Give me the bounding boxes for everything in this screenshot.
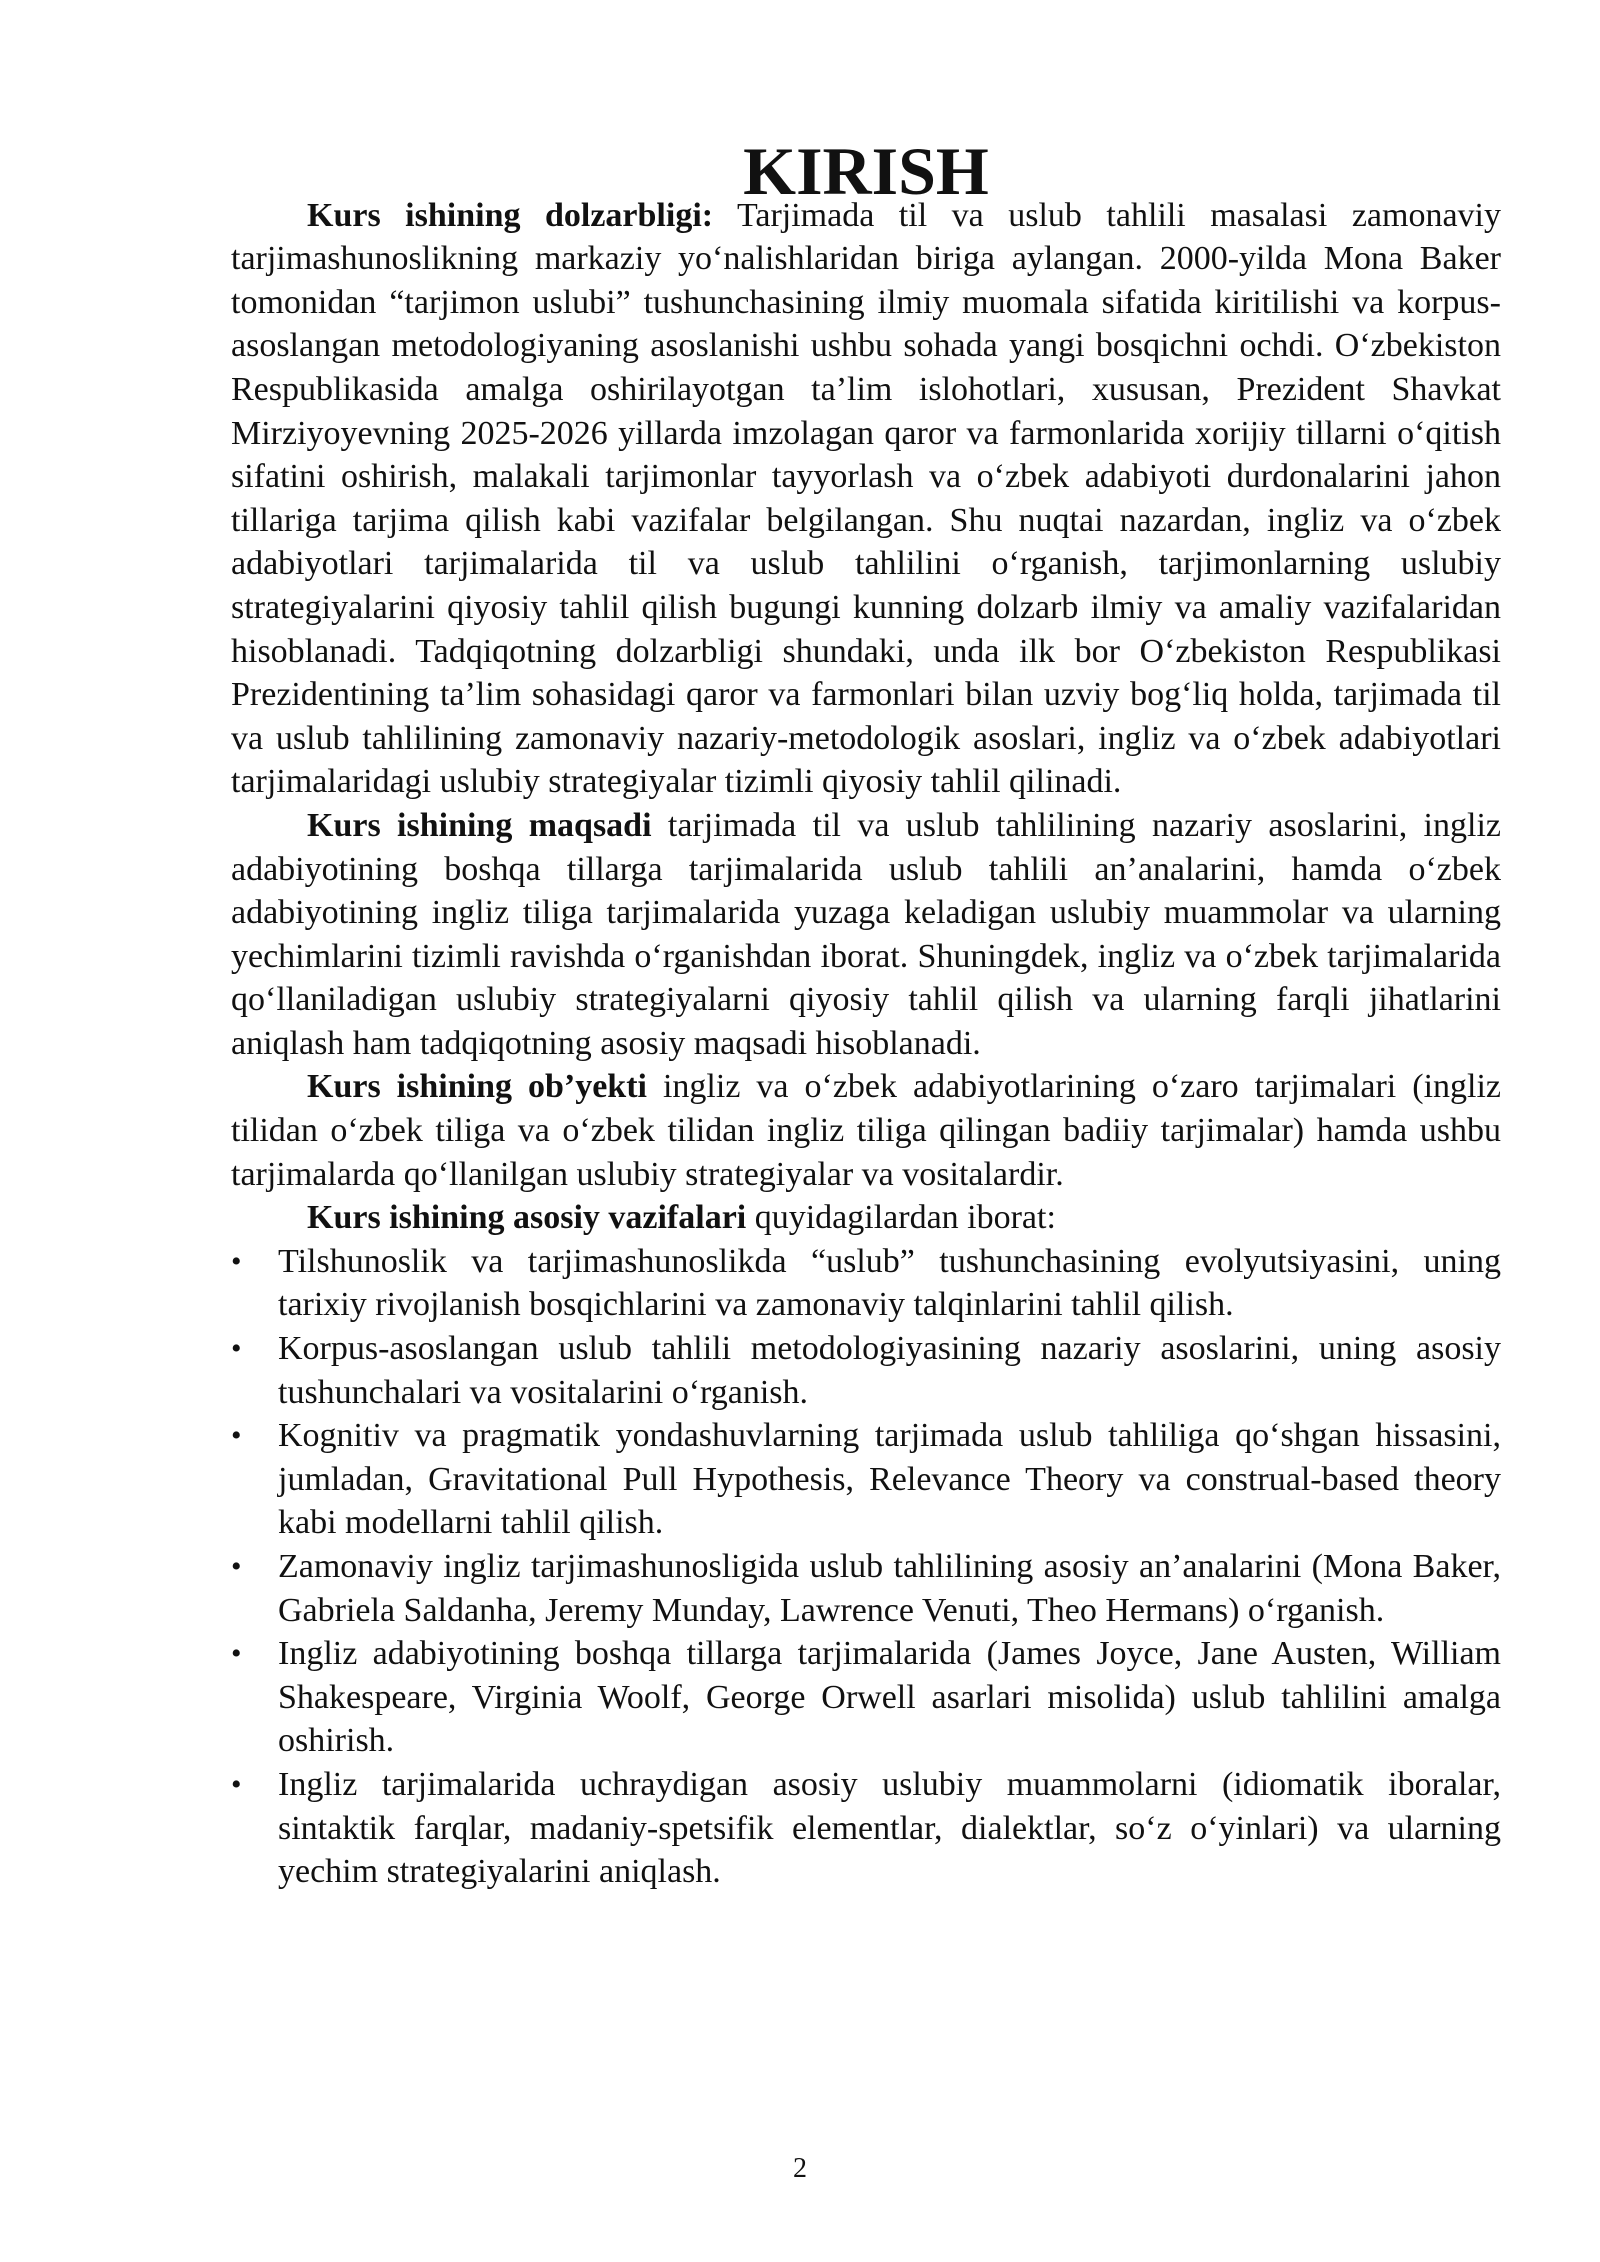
- paragraph-relevance: [231, 194, 1501, 804]
- bullet-icon: •: [231, 1419, 242, 1453]
- paragraph-object-heading: Kurs ishining ob’yekti: [307, 1068, 647, 1106]
- paragraph-relevance-text: Tarjimada til va uslub tahlili masalasi zamonaviy tarjimashunoslikning markaziy yo‘nalishlaridan biriga aylangan. 2000-yilda Mona Baker tomonidan “tarjimon uslubi” tushunchasining ilmiy muomala sifatida kiritilishi va korpus-asoslangan metodologiyaning asoslanishi ushbu sohada yangi bosqichni ochdi. O‘zbekiston Respublikasida amalga oshirilayotgan ta’lim islohotlari, xususan, Prezident Shavkat Mirziyoyevning 2025-2026 yillarda imzolagan qaror va farmonlarida xorijiy tillarni o‘qitish sifatini oshirish, malakali tarjimonlar tayyorlash va o‘zbek adabiyoti durdonalarini jahon tillariga tarjima qilish kabi vazifalar belgilangan. Shu nuqtai nazardan, ingliz va o‘zbek adabiyotlari tarjimalarida til va uslub tahlilini o‘rganish, tarjimonlarning uslubiy strategiyalarini qiyosiy tahlil qilish bugungi kunning dolzarb ilmiy va amaliy vazifalaridan hisoblanadi. Tadqiqotning dolzarbligi shundaki, unda ilk bor O‘zbekiston Respublikasi Prezidentining ta’lim sohasidagi qaror va farmonlari bilan uzviy bog‘liq holda, tarjimada til va uslub tahlilining zamonaviy nazariy-metodologik asoslari, ingliz va o‘zbek adabiyotlari tarjimalaridagi uslubiy strategiyalar tizimli qiyosiy tahlil qilinadi.: [231, 196, 1501, 801]
- bullet-icon: •: [231, 1244, 242, 1278]
- list-item-text: Ingliz tarjimalarida uchraydigan asosiy uslubiy muammolarni (idiomatik iboralar, sintaktik farqlar, madaniy-spetsifik elementlar, dialektlar, so‘z o‘yinlari) va ularning yechim strategiyalarini aniqlash.: [278, 1765, 1501, 1891]
- list-item-text: Kognitiv va pragmatik yondashuvlarning tarjimada uslub tahliliga qo‘shgan hissasini, jumladan, Gravitational Pull Hypothesis, Relevance Theory va construal-based theory kabi modellarni tahlil qilish.: [278, 1417, 1501, 1542]
- list-item: [231, 1545, 1501, 1632]
- list-item-text: Zamonaviy ingliz tarjimashunosligida uslub tahlilining asosiy an’analarini (Mona Baker, Gabriela Saldanha, Jeremy Munday, Lawrence Venuti, Theo Hermans) o‘rganish.: [278, 1548, 1501, 1629]
- list-item-text: Korpus-asoslangan uslub tahlili metodologiyasining nazariy asoslarini, uning asosiy tushunchalari va vositalarini o‘rganish.: [278, 1330, 1501, 1411]
- bullet-icon: •: [231, 1332, 242, 1366]
- page-number: 2: [793, 2153, 807, 2184]
- list-item: [231, 1763, 1501, 1894]
- tasks-list: [231, 1240, 1501, 1894]
- bullet-icon: •: [231, 1637, 242, 1671]
- bullet-icon: •: [231, 1767, 242, 1801]
- paragraph-tasks-intro: [231, 1196, 1501, 1240]
- paragraph-goal-heading: Kurs ishining maqsadi: [307, 806, 652, 844]
- list-item: [231, 1240, 1501, 1327]
- bullet-icon: •: [231, 1550, 242, 1583]
- paragraph-object: [231, 1065, 1501, 1196]
- list-item: [231, 1414, 1501, 1545]
- paragraph-tasks-heading: Kurs ishining asosiy vazifalari: [307, 1199, 747, 1237]
- paragraph-goal-text: tarjimada til va uslub tahlilining nazariy asoslarini, ingliz adabiyotining boshqa tillarga tarjimalarida uslub tahlili an’analarini, hamda o‘zbek adabiyotining ingliz tiliga tarjimalarida yuzaga keladigan uslubiy muammolar va ularning yechimlarini tizimli ravishda o‘rganishdan iborat. Shuningdek, ingliz va o‘zbek tarjimalarida qo‘llaniladigan uslubiy strategiyalarni qiyosiy tahlil qilish va ularning farqli jihatlarini aniqlash ham tadqiqotning asosiy maqsadi hisoblanadi.: [231, 806, 1501, 1062]
- page-title: KIRISH: [743, 133, 989, 209]
- list-item-text: Ingliz adabiyotining boshqa tillarga tarjimalarida (James Joyce, Jane Austen, William Shakespeare, Virginia Woolf, George Orwell asarlari misolida) uslub tahlilini amalga oshirish.: [278, 1635, 1501, 1760]
- list-item: [231, 1327, 1501, 1414]
- list-item-text: Tilshunoslik va tarjimashunoslikda “uslub” tushunchasining evolyutsiyasini, uning tarixiy rivojlanish bosqichlarini va zamonaviy talqinlarini tahlil qilish.: [278, 1242, 1501, 1324]
- paragraph-goal: [231, 804, 1501, 1066]
- paragraph-object-text: ingliz va o‘zbek adabiyotlarining o‘zaro tarjimalari (ingliz tilidan o‘zbek tiliga va o‘zbek tilidan ingliz tiliga qilingan badiiy tarjimalar) hamda ushbu tarjimalarda qo‘llanilgan uslubiy strategiyalar va vositalardir.: [231, 1068, 1501, 1193]
- paragraph-relevance-heading: Kurs ishining dolzarbligi:: [307, 196, 714, 234]
- paragraph-tasks-text: quyidagilardan iborat:: [746, 1199, 1056, 1237]
- document-page: [231, 133, 1501, 1894]
- list-item: [231, 1632, 1501, 1763]
